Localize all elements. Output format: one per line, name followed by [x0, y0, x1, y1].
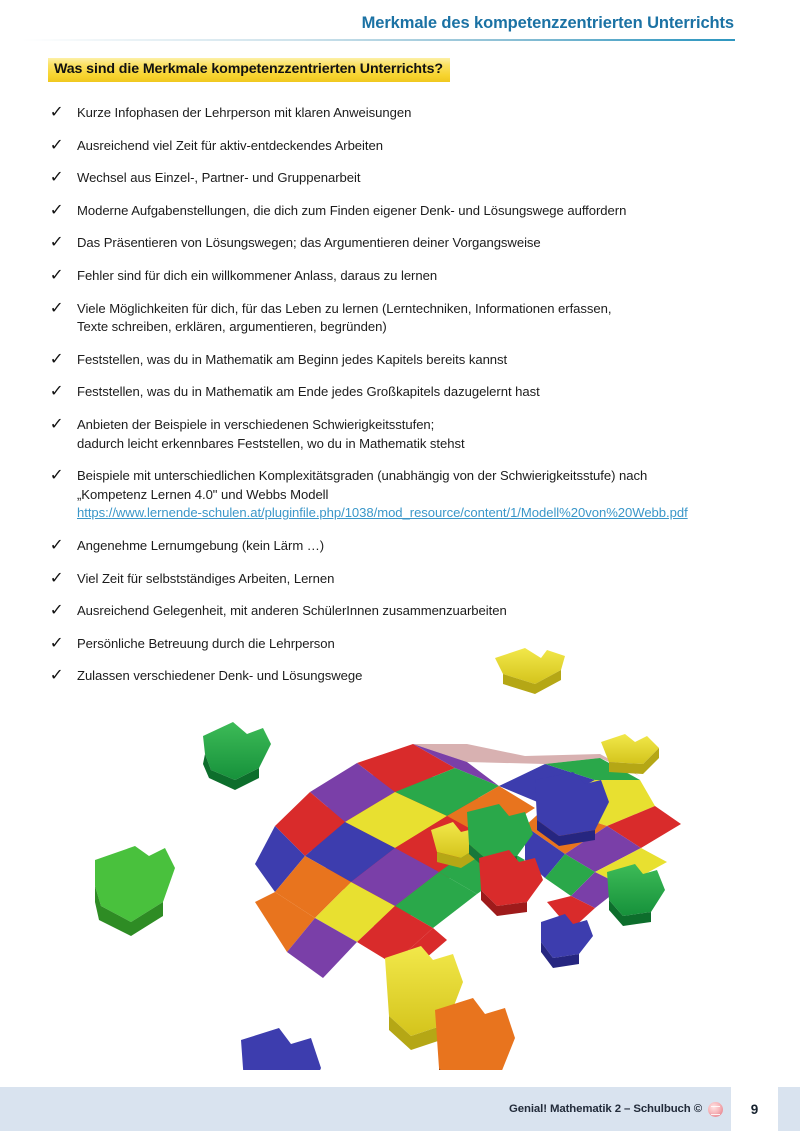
resource-link-line — [77, 504, 748, 523]
check-icon: ✓ — [49, 232, 64, 252]
checklist-item — [48, 534, 748, 556]
checklist-item-line: Angenehme Lernumgebung (kein Lärm …) — [77, 537, 325, 553]
check-icon: ✓ — [49, 297, 64, 317]
header-divider — [22, 39, 735, 41]
checklist-item-line: Kurze Infophasen der Lehrperson mit klaren Anweisungen — [77, 105, 412, 120]
checklist-item-line: Viel Zeit für selbstständiges Arbeiten, Lernen — [77, 570, 335, 586]
checklist-item-line: Das Präsentieren von Lösungswegen; das Argumentieren deiner Vorgangsweise — [77, 235, 541, 251]
page-header — [0, 0, 800, 46]
checklist-item-line: Persönliche Betreuung durch die Lehrperson — [77, 635, 335, 651]
resource-link[interactable]: https://www.lernende-schulen.at/pluginfile.php/1038/mod_resource/content/1/Modell%20von%20Webb.pdf — [77, 505, 688, 521]
checklist-item — [48, 413, 748, 453]
footer-credit: Genial! Mathematik 2 – Schulbuch © — [509, 1103, 702, 1115]
checklist-item-line: Anbieten der Beispiele in verschiedenen Schwierigkeitsstufen; — [77, 416, 435, 432]
checklist-item-line: Ausreichend viel Zeit für aktiv-entdeckendes Arbeiten — [77, 137, 383, 153]
checklist-item-line: Beispiele mit unterschiedlichen Komplexitätsgraden (unabhängig von der Schwierigkeitsstufe) nach — [77, 468, 648, 484]
check-icon: ✓ — [49, 465, 64, 485]
checklist-item — [48, 383, 748, 402]
page-number-box — [731, 1087, 778, 1131]
checklist-item-line: Viele Möglichkeiten für dich, für das Leben zu lernen (Lerntechniken, Informationen erfassen, — [77, 300, 612, 316]
checklist-item — [48, 199, 748, 221]
footer-content — [509, 1087, 800, 1131]
page-number: 9 — [750, 1101, 759, 1117]
check-icon: ✓ — [49, 534, 64, 554]
checklist-item — [48, 567, 748, 589]
check-icon: ✓ — [49, 632, 64, 652]
check-icon: ✓ — [49, 264, 64, 284]
checklist-item-line: Wechsel aus Einzel-, Partner- und Gruppenarbeit — [77, 170, 361, 186]
checklist-item-line: Zulassen verschiedener Denk- und Lösungswege — [77, 668, 363, 684]
publisher-logo-icon — [708, 1102, 723, 1117]
check-icon: ✓ — [49, 665, 64, 685]
section-heading-wrapper — [48, 58, 450, 82]
checklist-item-line: Moderne Aufgabenstellungen, die dich zum Finden eigener Denk- und Lösungswege auffordern — [77, 202, 627, 218]
checklist-item-line: Fehler sind für dich ein willkommener Anlass, daraus zu lernen — [77, 267, 438, 283]
checklist-item — [48, 602, 748, 621]
checklist-item — [48, 297, 748, 337]
check-icon: ✓ — [49, 567, 64, 587]
check-icon: ✓ — [49, 381, 64, 401]
checklist-item — [48, 169, 748, 188]
checklist-item-line: Feststellen, was du in Mathematik am Ende jedes Großkapitels dazugelernt hast — [77, 384, 540, 400]
check-icon: ✓ — [49, 134, 64, 154]
checklist-item — [48, 134, 748, 156]
check-icon: ✓ — [49, 167, 64, 187]
checklist-item — [48, 264, 748, 286]
section-heading-highlighted: Was sind die Merkmale kompetenzzentrierten Unterrichts? — [48, 58, 450, 82]
features-checklist — [48, 104, 748, 700]
checklist-item-line: dadurch leicht erkennbares Feststellen, wo du in Mathematik stehst — [77, 435, 465, 451]
page-footer — [0, 1087, 800, 1131]
check-icon: ✓ — [49, 199, 64, 219]
checklist-item-line: Ausreichend Gelegenheit, mit anderen SchülerInnen zusammenzuarbeiten — [77, 603, 507, 619]
checklist-item-line: „Kompetenz Lernen 4.0" und Webbs Modell — [77, 486, 329, 502]
checklist-item-line: Feststellen, was du in Mathematik am Beginn jedes Kapitels bereits kannst — [77, 351, 508, 367]
checklist-item — [48, 104, 748, 123]
check-icon: ✓ — [49, 600, 64, 620]
check-icon: ✓ — [49, 102, 64, 121]
checklist-item-line: Texte schreiben, erklären, argumentieren, begründen) — [77, 319, 387, 335]
page-title: Merkmale des kompetenzzentrierten Unterrichts — [361, 14, 734, 32]
check-icon: ✓ — [49, 413, 64, 433]
checklist-item — [48, 348, 748, 370]
checklist-item — [48, 234, 748, 253]
check-icon: ✓ — [49, 348, 64, 368]
checklist-item — [48, 467, 748, 523]
jigsaw-puzzle-illustration — [95, 640, 715, 1070]
footer-spacer — [778, 1087, 800, 1131]
